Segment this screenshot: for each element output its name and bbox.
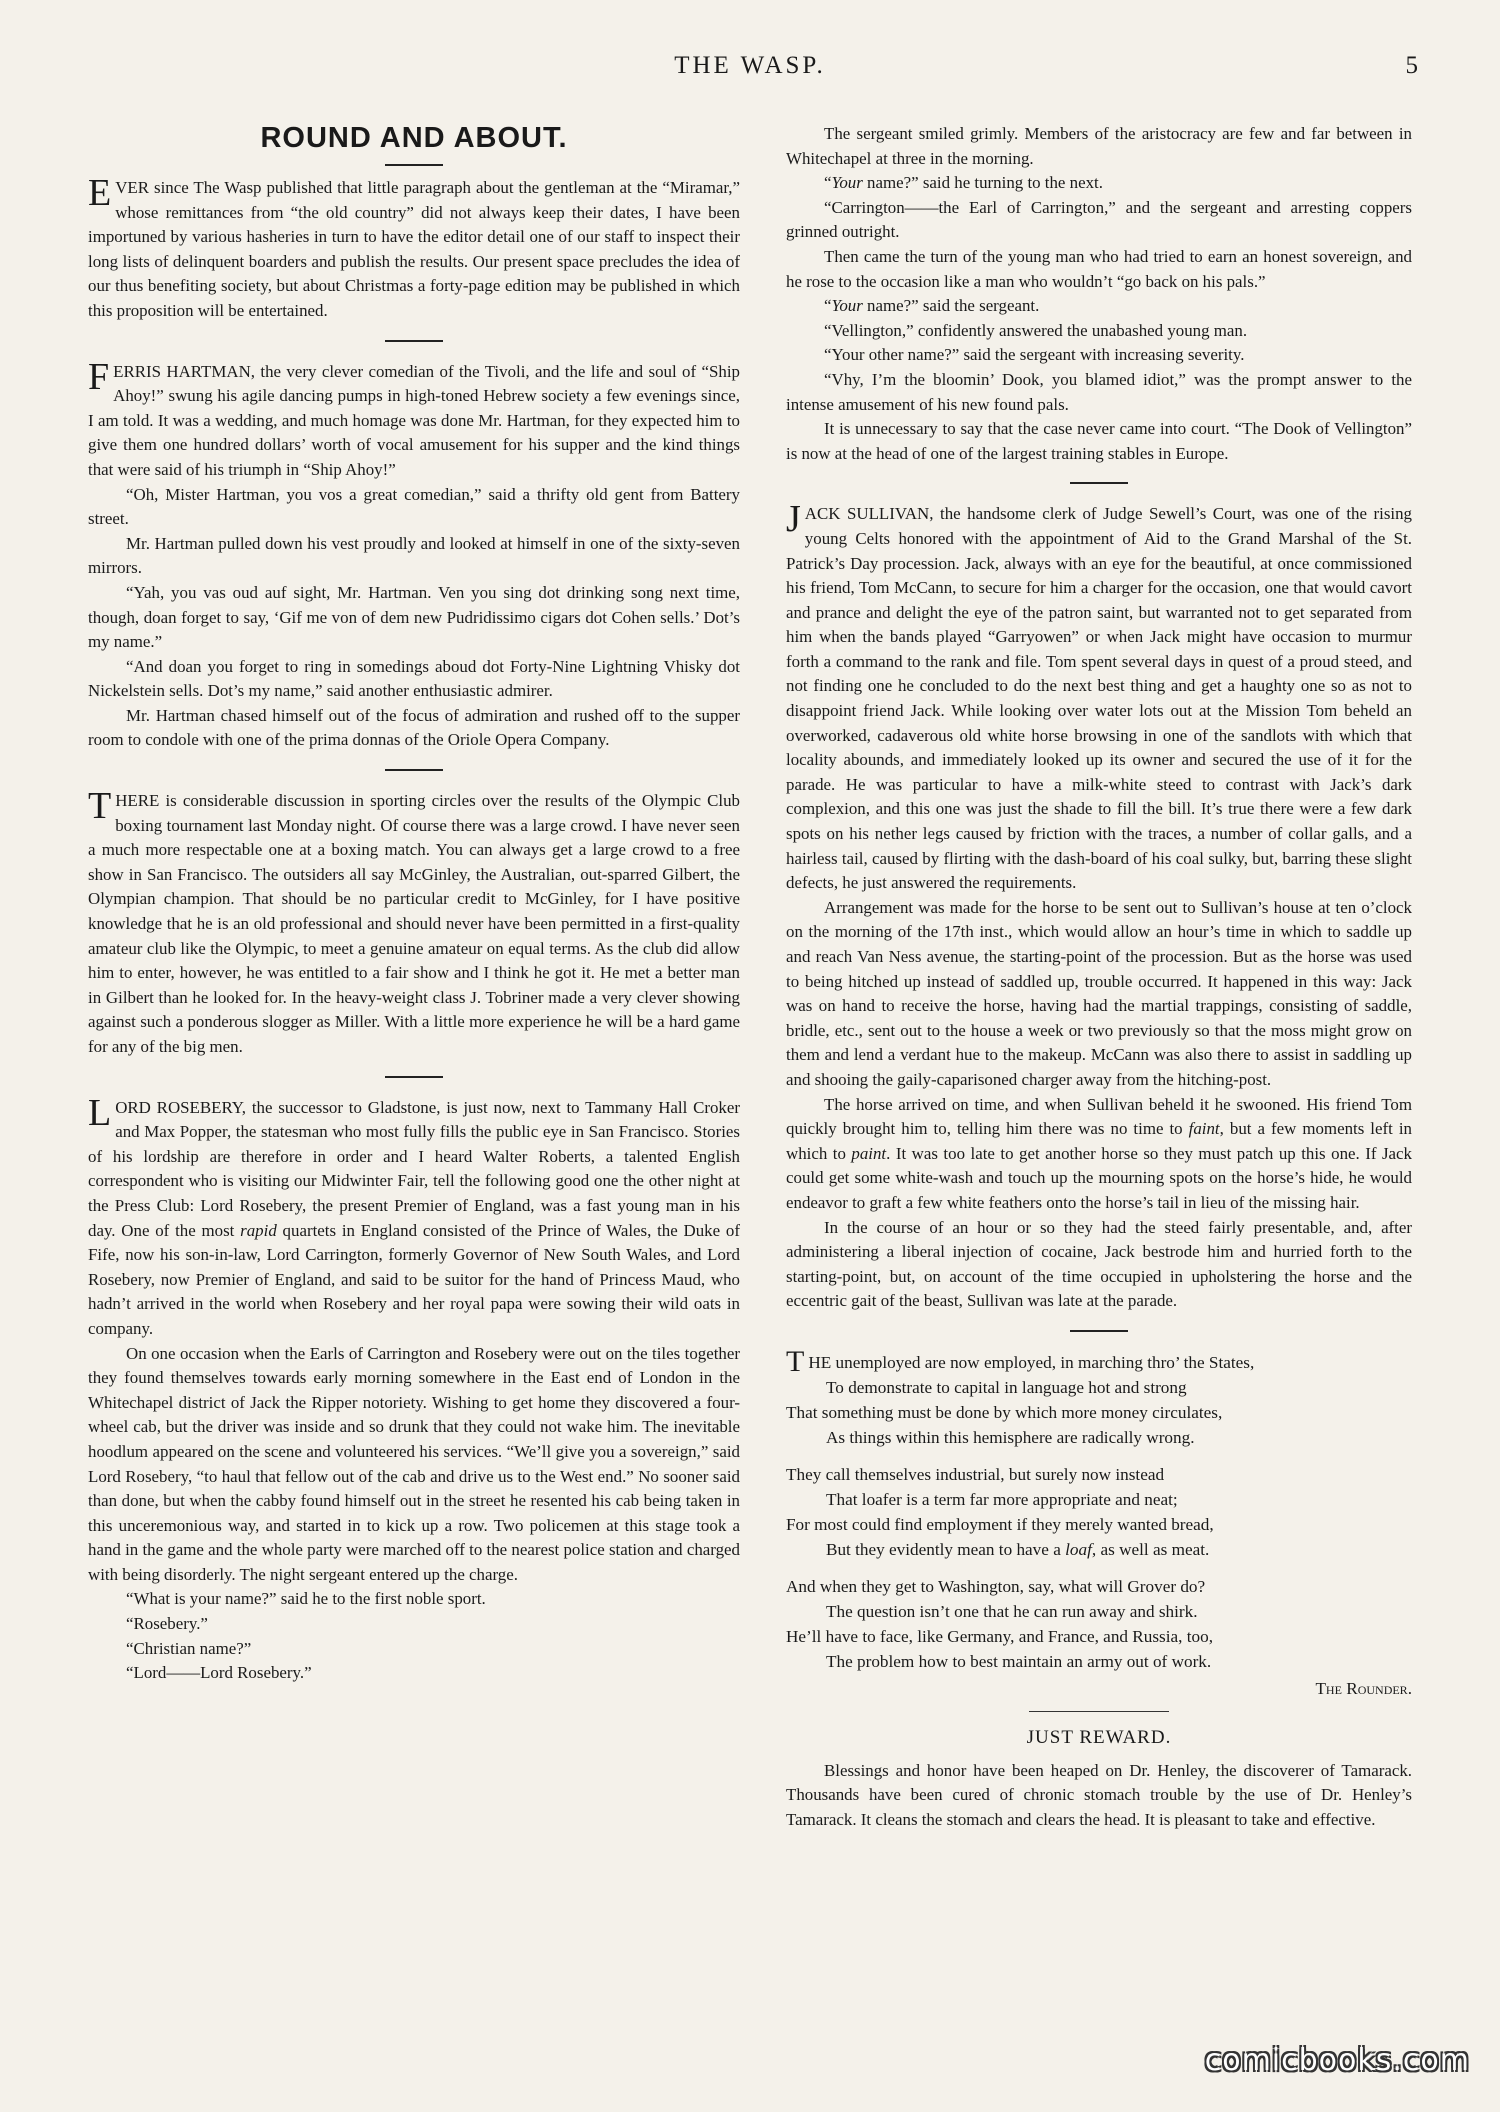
poem-signature: The Rounder. xyxy=(1315,1678,1412,1698)
section-heading: JUST REWARD. xyxy=(1026,1726,1172,1748)
paragraph: “Lord——Lord Rosebery.” xyxy=(126,1663,312,1683)
divider xyxy=(385,769,443,771)
poem-stanza xyxy=(786,1574,1412,1674)
poem-line: To demonstrate to capital in language hot and strong xyxy=(826,1377,1187,1397)
poem-line: As things within this hemisphere are radically wrong. xyxy=(826,1427,1195,1447)
paragraph: The sergeant smiled grimly. Members of the aristocracy are few and far between in Whitechapel at three in the morning. xyxy=(786,124,1412,168)
divider xyxy=(1029,1711,1169,1712)
left-column xyxy=(88,118,740,1686)
poem-line: He’ll have to face, like Germany, and France, and Russia, too, xyxy=(786,1626,1213,1646)
paragraph: “And doan you forget to ring in somedings aboud dot Forty-Nine Lightning Vhisky dot Nickelstein sells. Dot’s my name,” said another enthusiastic admirer. xyxy=(88,656,740,701)
paragraph: “Christian name?” xyxy=(126,1638,252,1658)
paragraph: It is unnecessary to say that the case never came into court. “The Dook of Vellington” is now at the head of one of the largest training stables in Europe. xyxy=(786,419,1412,463)
column-title: ROUND AND ABOUT. xyxy=(260,122,568,154)
paragraph: “Carrington——the Earl of Carrington,” and the sergeant and arresting coppers grinned outright. xyxy=(786,197,1412,242)
drop-cap: E xyxy=(88,172,112,214)
paragraph: “Vellington,” confidently answered the unabashed young man. xyxy=(824,320,1248,340)
poem-line: But they evidently mean to have a loaf, as well as meat. xyxy=(826,1539,1210,1559)
poem-stanza xyxy=(786,1462,1412,1562)
paragraph: “Rosebery.” xyxy=(126,1614,208,1634)
paragraph: Then came the turn of the young man who had tried to earn an honest sovereign, and he rose to the occasion like a man who wouldn’t “go back on his pals.” xyxy=(786,246,1412,291)
paragraph: “What is your name?” said he to the first noble sport. xyxy=(126,1589,486,1609)
paragraph: Arrangement was made for the horse to be sent out to Sullivan’s house at ten o’clock on the morning of the 17th inst., which would allow an hour’s time in which to saddle up and reach Van Ness avenue, the starting-point of the procession. But as the horse was used to being hitched up instead of saddled up, trouble occurred. It happened in this way: Jack was on hand to receive the horse, having had the martial trappings, consisting of saddle, bridle, etc., sent out to the house a week or two previously so that the moss might grow on them and lend a verdant hue to the makeup. McCann was also there to assist in saddling up and shooing the gaily-caparisoned charger away from the hitching-post. xyxy=(786,897,1412,1089)
paragraph: “Oh, Mister Hartman, you vos a great comedian,” said a thrifty old gent from Battery street. xyxy=(88,484,740,529)
poem-line: They call themselves industrial, but surely now instead xyxy=(786,1464,1165,1484)
paragraph: “Vhy, I’m the bloomin’ Dook, you blamed idiot,” was the prompt answer to the intense amusement of his new found pals. xyxy=(786,369,1412,414)
divider xyxy=(385,340,443,342)
drop-cap: T xyxy=(88,785,112,828)
drop-cap: J xyxy=(786,498,801,541)
poem-stanza xyxy=(786,1344,1412,1450)
paragraph: THERE is considerable discussion in sporting circles over the results of the Olympic Club boxing tournament last Monday night. Of course there was a large crowd. I have never seen a much more respectable one at a boxing match. You can always get a large crowd to a free show in San Francisco. The outsiders all say McGinley, the Australian, out-sparred Gilbert, the Olympian champion. That should be no particular credit to McGinley, for I have positive knowledge that he is an old professional and should never have been permitted in a first-quality amateur club like the Olympic, to meet a genuine amateur on equal terms. As the club did allow him to enter, however, he was entitled to a fair show and I think he got it. He met a better man in Gilbert than he looked for. In the heavy-weight class J. Tobriner made a very clever showing against such a ponderous slogger as Miller. With a little more experience he will be a hard game for any of the big men. xyxy=(88,785,740,1056)
divider xyxy=(1070,1330,1128,1332)
poem-line: The question isn’t one that he can run away and shirk. xyxy=(826,1601,1198,1621)
paragraph: LORD ROSEBERY, the successor to Gladstone, is just now, next to Tammany Hall Croker and Max Popper, the statesman who most fully fills the public eye in San Francisco. Stories of his lordship are therefore in order and I heard Walter Roberts, a talented English correspondent who is visiting our Midwinter Fair, tell the following good one the other night at the Press Club: Lord Rosebery, the present Premier of England, was a fast young man in his day. One of the most rapid quartets in England consisted of the Prince of Wales, the Duke of Fife, now his son-in-law, Lord Carrington, formerly Governor of New South Wales, and Lord Rosebery, now Premier of England, and said to be suitor for the hand of Princess Maud, who hadn’t arrived in the world when Rosebery and her royal papa were sowing their wild oats in company. xyxy=(88,1091,740,1338)
right-column xyxy=(786,122,1412,1832)
page-header xyxy=(0,52,1500,92)
running-title: THE WASP. xyxy=(674,52,826,79)
divider xyxy=(385,164,443,166)
poem-line: That something must be done by which more money circulates, xyxy=(786,1402,1223,1422)
paragraph: On one occasion when the Earls of Carrington and Rosebery were out on the tiles together they found themselves towards early morning somewhere in the East end of London in the Whitechapel district of Jack the Ripper notoriety. Wishing to get home they discovered a four-wheel cab, but the driver was inside and so drunk that they could not wake him. The inevitable hoodlum appeared on the scene and volunteered his services. “We’ll give you a sovereign,” said Lord Rosebery, “to haul that fellow out of the cab and drive us to the West end.” No sooner said than done, but when the cabby found himself out in the street he resented his cab being taken in this unceremonious way, and started in to kick up a row. Two policemen at this stage took a hand in the game and the whole party were marched off to the nearest police station and charged with being disorderly. The night sergeant entered up the charge. xyxy=(88,1343,740,1584)
paragraph: Blessings and honor have been heaped on Dr. Henley, the discoverer of Tamarack. Thousands have been cured of chronic stomach trouble by the use of Dr. Henley’s Tamarack. It cleans the stomach and clears the head. It is pleasant to take and effective. xyxy=(786,1760,1412,1829)
paragraph: EVER since The Wasp published that little paragraph about the gentleman at the “Miramar,” whose remittances from “the old country” did not always keep their dates, I have been importuned by various hasheries in turn to have the editor detail one of our staff to inspect their long lists of delinquent boarders and publish the results. Our present space precludes the idea of our thus benefiting society, but about Christmas a forty-page edition may be published in which this proposition will be entertained. xyxy=(88,172,740,320)
paragraph: In the course of an hour or so they had the steed fairly presentable, and, after administering a liberal injection of cocaine, Jack bestrode him and hurried forth to the starting-point, but, on account of the time occupied in upholstering the horse and the eccentric gait of the beast, Sullivan was late at the parade. xyxy=(786,1217,1412,1311)
poem-line: And when they get to Washington, say, what will Grover do? xyxy=(786,1576,1206,1596)
watermark: comicbooks.com xyxy=(1204,2043,1470,2078)
paragraph: “Your name?” said the sergeant. xyxy=(824,296,1040,316)
poem xyxy=(786,1344,1412,1701)
drop-cap: F xyxy=(88,355,110,398)
paragraph: “Your name?” said he turning to the next. xyxy=(824,173,1103,193)
divider xyxy=(385,1076,443,1078)
poem-line: That loafer is a term far more appropriate and neat; xyxy=(826,1489,1178,1509)
paragraph: “Your other name?” said the sergeant with increasing severity. xyxy=(824,345,1245,365)
paragraph: The horse arrived on time, and when Sullivan beheld it he swooned. His friend Tom quickly brought him to, telling him there was no time to faint, but a few moments left in which to paint. It was too late to get another horse so they must patch up this one. If Jack could get some white-wash and touch up the mourning spots on the horse’s hide, he would endeavor to graft a few white feathers onto the horse’s tail in lieu of the missing hair. xyxy=(786,1094,1412,1212)
divider xyxy=(1070,482,1128,484)
paragraph: FERRIS HARTMAN, the very clever comedian of the Tivoli, and the life and soul of “Ship Ahoy!” swung his agile dancing pumps in high-toned Hebrew society a few evenings since, I am told. It was a wedding, and much homage was done Mr. Hartman, for they expected him to give them one hundred dollars’ worth of vocal amusement for his supper and the kind things that were said of his triumph in “Ship Ahoy!” xyxy=(88,355,740,479)
poem-line: The problem how to best maintain an army out of work. xyxy=(826,1651,1212,1671)
paragraph: Mr. Hartman chased himself out of the focus of admiration and rushed off to the supper room to condole with one of the prima donnas of the Oriole Opera Company. xyxy=(88,705,740,750)
paragraph: “Yah, you vas oud auf sight, Mr. Hartman. Ven you sing dot drinking song next time, though, doan forget to say, ‘Gif me von of dem new Pudridissimo cigars dot Cohen sells.’ Dot’s my name.” xyxy=(88,582,740,652)
paragraph: Mr. Hartman pulled down his vest proudly and looked at himself in one of the sixty-seven mirrors. xyxy=(88,533,740,578)
poem-line: For most could find employment if they merely wanted bread, xyxy=(786,1514,1214,1534)
poem-line: THE unemployed are now employed, in marching thro’ the States, xyxy=(786,1344,1255,1378)
page-number: 5 xyxy=(1405,52,1418,79)
drop-cap: T xyxy=(786,1344,805,1378)
paragraph: JACK SULLIVAN, the handsome clerk of Judge Sewell’s Court, was one of the rising young Celts honored with the appointment of Aid to the Grand Marshal of the St. Patrick’s Day procession. Jack, always with an eye for the beautiful, at once commissioned his friend, Tom McCann, to secure for him a charger for the occasion, one that would cavort and prance and delight the eye of the patron saint, but warranted not to get separated from him when the bands played “Garryowen” or when Jack might have occasion to murmur forth a command to the rank and file. Tom spent several days in quest of a proud steed, and not finding one he concluded to do the next best thing and get a haughty one so as not to disappoint friend Jack. While looking over water lots out at the Mission Tom beheld an overworked, cadaverous old white horse browsing in one of the sandlots with which that locality abounds, and immediately looked up its owner and secured the use of it for the parade. He was particular to have a milk-white steed to contrast with Jack’s dark complexion, and this one was just the shade to fill the bill. It’s true there were a few dark spots on his nether legs caused by friction with the traces, a number of collar galls, and a hairless tail, caused by flirting with the dash-board of his coal sulky, but, barring these slight defects, he just answered the requirements. xyxy=(786,498,1412,893)
drop-cap: L xyxy=(88,1091,112,1134)
